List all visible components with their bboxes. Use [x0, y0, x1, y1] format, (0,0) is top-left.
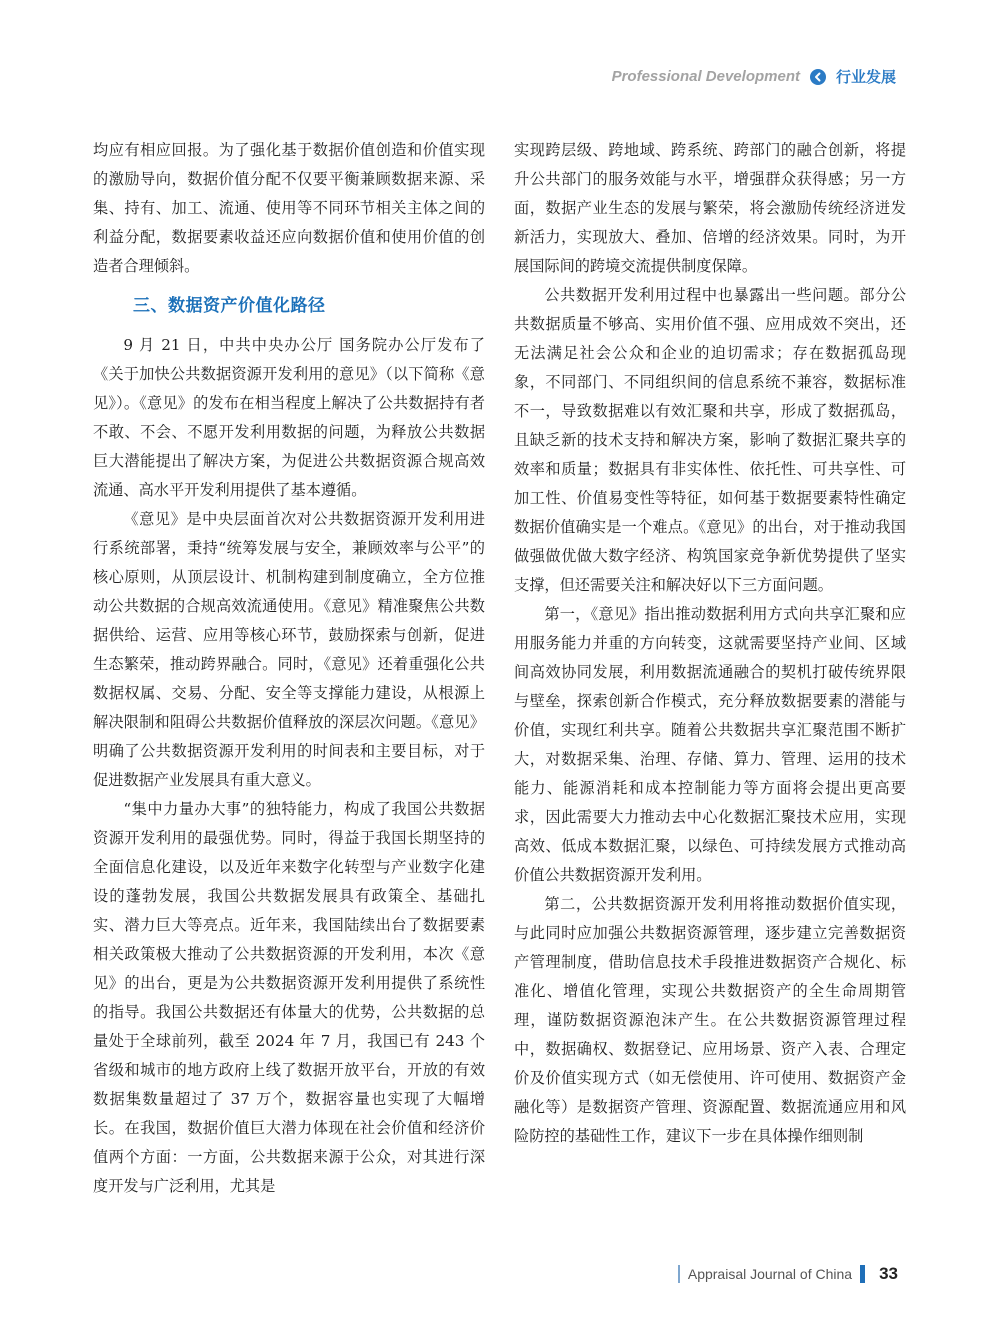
page-footer — [678, 1264, 898, 1284]
footer-accent-bar — [860, 1265, 865, 1283]
running-header — [612, 66, 896, 87]
footer-divider — [678, 1265, 680, 1283]
section-heading: 三、数据资产价值化路径 — [133, 296, 326, 316]
paragraph: 公共数据开发利用过程中也暴露出一些问题。部分公共数据质量不够高、实用价值不强、应用成效不突出，还无法满足社会公众和企业的迫切需求；存在数据孤岛现象，不同部门、不同组织间的信息系统不兼容，数据标准不一，导致数据难以有效汇聚和共享，形成了数据孤岛，且缺乏新的技术支持和解决方案，影响了数据汇聚共享的效率和质量；数据具有非实体性、依托性、可共享性、可加工性、价值易变性等特征，如何基于数据要素特性确定数据价值确实是一个难点。《意见》的出台，对于推动我国做强做优做大数字经济、构筑国家竞争新优势提供了坚实支撑，但还需要关注和解决好以下三方面问题。 — [514, 286, 906, 594]
right-column — [514, 136, 906, 1151]
page-number: 33 — [879, 1264, 898, 1283]
paragraph: 第一，《意见》指出推动数据利用方式向共享汇聚和应用服务能力并重的方向转变，这就需要坚持产业间、区域间高效协同发展，利用数据流通融合的契机打破传统界限与壁垒，探索创新合作模式，充分释放数据要素的潜能与价值，实现红利共享。随着公共数据共享汇聚范围不断扩大，对数据采集、治理、存储、算力、管理、运用的技术能力、能源消耗和成本控制能力等方面将会提出更高要求，因此需要大力推动去中心化数据汇聚技术应用，实现高效、低成本数据汇聚，以绿色、可持续发展方式推动高价值公共数据资源开发利用。 — [514, 605, 906, 884]
paragraph: 实现跨层级、跨地域、跨系统、跨部门的融合创新，将提升公共部门的服务效能与水平，增强群众获得感；另一方面，数据产业生态的发展与繁荣，将会激励传统经济迸发新活力，实现放大、叠加、倍增的经济效果。同时，为开展国际间的跨境交流提供制度保障。 — [514, 141, 906, 275]
section-title-en: Professional Development — [611, 68, 800, 85]
paragraph: 9 月 21 日，中共中央办公厅 国务院办公厅发布了《关于加快公共数据资源开发利用的意见》（以下简称《意见》）。《意见》的发布在相当程度上解决了公共数据持有者不敢、不会、不愿开发利用数据的问题，为释放公共数据巨大潜能提出了解决方案，为促进公共数据资源合规高效流通、高水平开发利用提供了基本遵循。 — [93, 336, 485, 499]
chevron-left-icon — [810, 69, 826, 85]
left-column — [93, 136, 485, 1201]
section-title-cn: 行业发展 — [835, 69, 896, 86]
paragraph: 均应有相应回报。为了强化基于数据价值创造和价值实现的激励导向，数据价值分配不仅要平衡兼顾数据来源、采集、持有、加工、流通、使用等不同环节相关主体之间的利益分配，数据要素收益还应向数据价值和使用价值的创造者合理倾斜。 — [93, 141, 485, 275]
paragraph: “集中力量办大事”的独特能力，构成了我国公共数据资源开发利用的最强优势。同时，得益于我国长期坚持的全面信息化建设，以及近年来数字化转型与产业数字化建设的蓬勃发展，我国公共数据发展具有政策全、基础扎实、潜力巨大等亮点。近年来，我国陆续出台了数据要素相关政策极大推动了公共数据资源的开发利用，本次《意见》的出台，更是为公共数据资源开发利用提供了系统性的指导。我国公共数据还有体量大的优势，公共数据的总量处于全球前列，截至 2024 年 7 月，我国已有 243 个省级和城市的地方政府上线了数据开放平台，开放的有效数据集数量超过了 37 万个，数据容量也实现了大幅增长。在我国，数据价值巨大潜力体现在社会价值和经济价值两个方面：一方面，公共数据来源于公众，对其进行深度开发与广泛利用，尤其是 — [93, 800, 485, 1195]
journal-name: Appraisal Journal of China — [687, 1266, 853, 1282]
paragraph: 第二，公共数据资源开发利用将推动数据价值实现，与此同时应加强公共数据资源管理，逐步建立完善数据资产管理制度，借助信息技术手段推进数据资产合规化、标准化、增值化管理，实现公共数据资产的全生命周期管理，谨防数据资源泡沫产生。在公共数据资源管理过程中，数据确权、数据登记、应用场景、资产入表、合理定价及价值实现方式（如无偿使用、许可使用、数据资产金融化等）是数据资产管理、资源配置、数据流通应用和风险防控的基础性工作，建议下一步在具体操作细则制 — [514, 895, 906, 1145]
paragraph: 《意见》是中央层面首次对公共数据资源开发利用进行系统部署，秉持“统筹发展与安全，兼顾效率与公平”的核心原则，从顶层设计、机制构建到制度确立，全方位推动公共数据的合规高效流通使用。《意见》精准聚焦公共数据供给、运营、应用等核心环节，鼓励探索与创新，促进生态繁荣，推动跨界融合。同时，《意见》还着重强化公共数据权属、交易、分配、安全等支撑能力建设，从根源上解决限制和阻碍公共数据价值释放的深层次问题。《意见》明确了公共数据资源开发利用的时间表和主要目标，对于促进数据产业发展具有重大意义。 — [93, 510, 485, 789]
